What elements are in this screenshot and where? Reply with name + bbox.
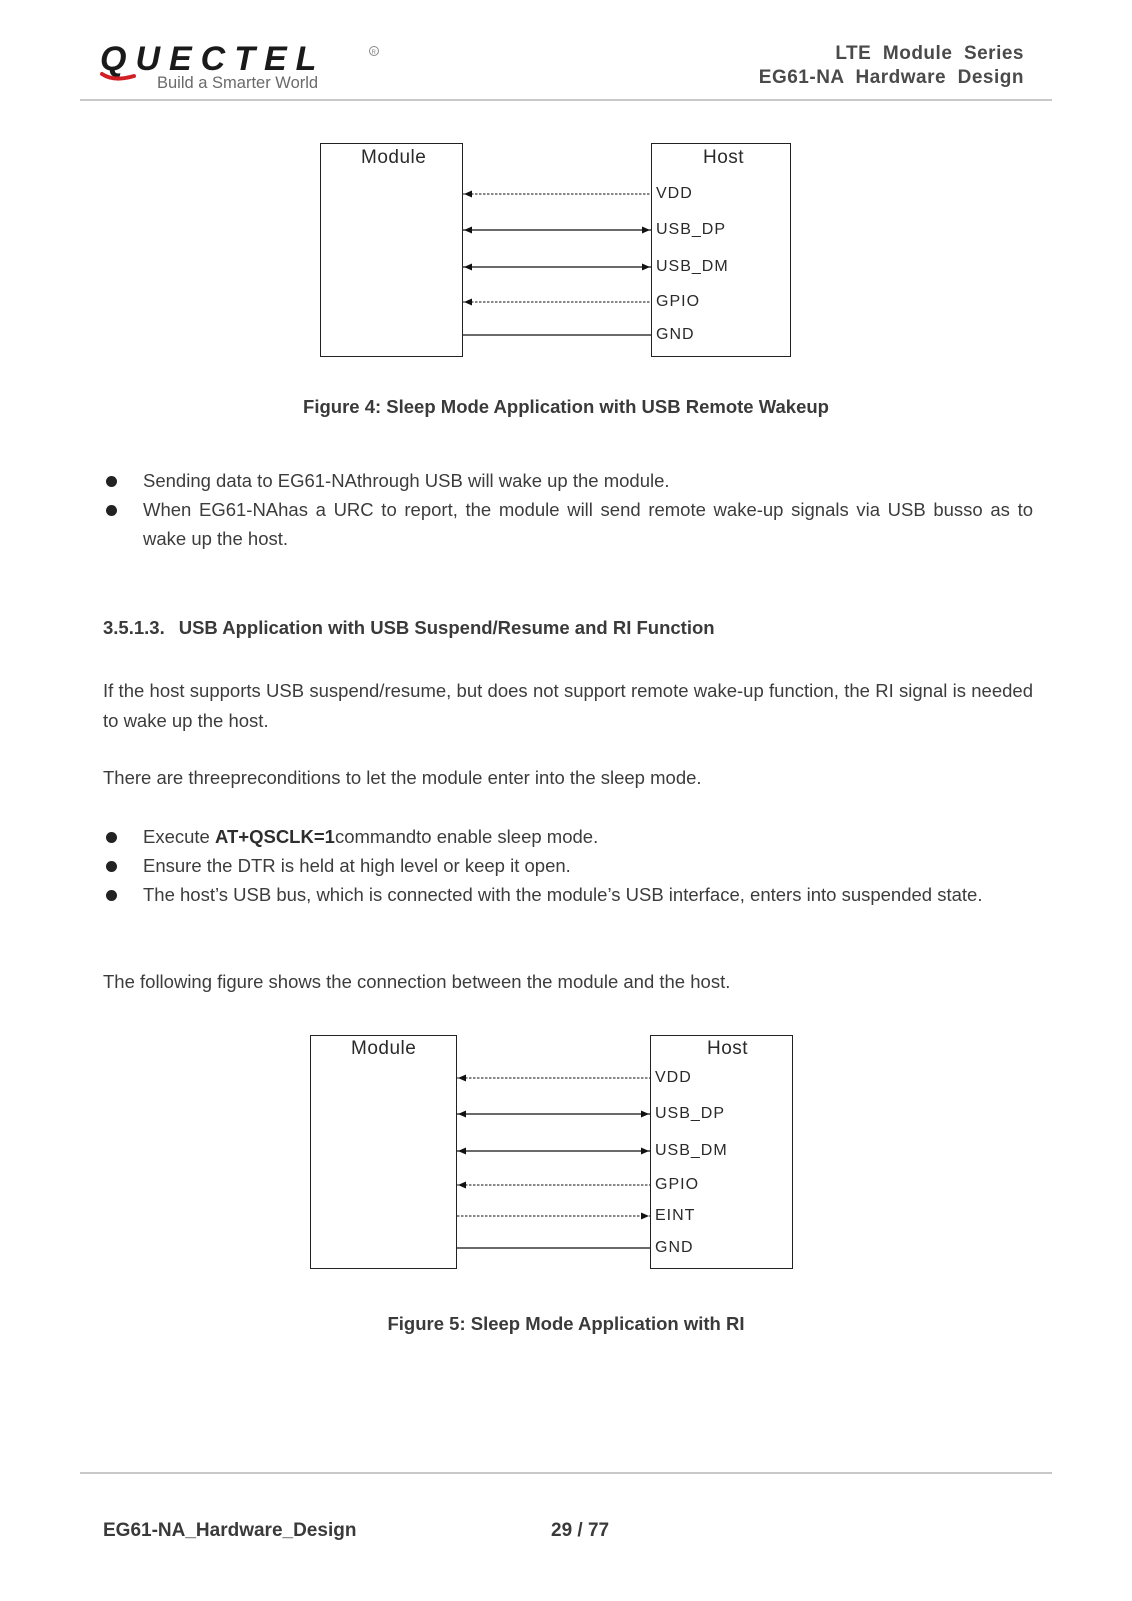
footer-document-name: EG61-NA_Hardware_Design: [103, 1520, 357, 1541]
logo-tagline: Build a Smarter World: [157, 74, 319, 92]
footer-page-number: 29 / 77: [551, 1520, 610, 1541]
host-pin-label: GND: [656, 326, 695, 343]
section-title: USB Application with USB Suspend/Resume and RI Function: [178, 617, 715, 638]
arrowhead-icon: [641, 1213, 649, 1220]
host-pin-label: VDD: [655, 1069, 692, 1086]
footer-rule: [80, 1472, 1052, 1474]
logo-wordmark: QUECTEL: [100, 40, 326, 78]
host-title: Host: [703, 147, 745, 168]
list-item: When EG61-NAhas a URC to report, the module will send remote wake-up signals via USB busso as to wake up the host.: [103, 495, 1033, 553]
list-item: Execute AT+QSCLK=1commandto enable sleep mode.: [103, 822, 1033, 851]
arrowhead-icon: [458, 1182, 466, 1189]
arrowhead-icon: [458, 1111, 466, 1118]
paragraph-ri-intro: If the host supports USB suspend/resume, but does not support remote wake-up function, the RI signal is needed to wake up the host.: [103, 680, 1033, 731]
host-title: Host: [707, 1038, 749, 1059]
paragraph-preconditions: There are threepreconditions to let the module enter into the sleep mode.: [103, 767, 702, 788]
figure-4-caption: Figure 4: Sleep Mode Application with USB Remote Wakeup: [303, 396, 829, 417]
host-pin-label: GPIO: [656, 293, 701, 310]
series-title: LTE Module Series: [835, 43, 1024, 64]
list-item: The host’s USB bus, which is connected with the module’s USB interface, enters into suspended state.: [103, 880, 1033, 909]
host-pin-label: USB_DP: [656, 221, 727, 238]
host-pin-label: EINT: [655, 1207, 696, 1224]
arrowhead-icon: [458, 1075, 466, 1082]
arrowhead-icon: [458, 1148, 466, 1155]
module-title: Module: [361, 147, 427, 168]
host-pin-label: USB_DM: [656, 258, 729, 275]
host-pin-label: GND: [655, 1239, 694, 1256]
document-title: EG61-NA Hardware Design: [758, 67, 1024, 88]
host-pin-label: VDD: [656, 185, 693, 202]
module-title: Module: [351, 1038, 417, 1059]
list-item: Sending data to EG61-NAthrough USB will wake up the module.: [103, 466, 1033, 495]
host-pin-label: USB_DP: [655, 1105, 726, 1122]
svg-text:R: R: [371, 50, 376, 56]
figure-5-caption: Figure 5: Sleep Mode Application with RI: [387, 1313, 745, 1334]
arrowhead-icon: [641, 1148, 649, 1155]
list-item: Ensure the DTR is held at high level or keep it open.: [103, 851, 1033, 880]
host-pin-label: USB_DM: [655, 1142, 728, 1159]
section-number: 3.5.1.3.: [103, 617, 165, 638]
arrowhead-icon: [641, 1111, 649, 1118]
paragraph-figure-intro: The following figure shows the connection between the module and the host.: [103, 971, 731, 992]
host-pin-label: GPIO: [655, 1176, 700, 1193]
